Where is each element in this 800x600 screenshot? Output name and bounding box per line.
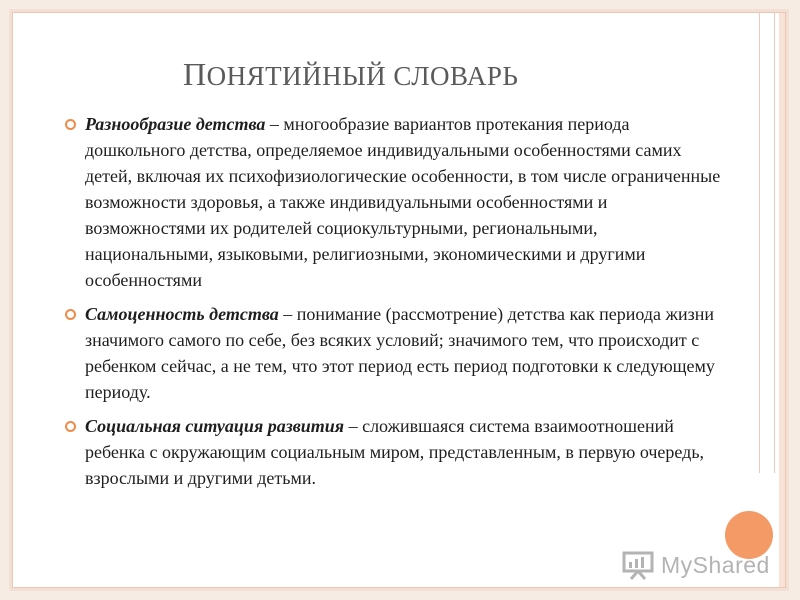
definition-term: Социальная ситуация развития [85,416,345,436]
definition-list [61,111,721,499]
list-item [61,111,721,293]
watermark-text: MyShared [661,551,770,578]
presentation-board-icon [621,550,655,580]
slide [12,12,786,588]
definition-text [85,111,721,293]
title-first-letter: П [183,56,207,92]
definition-body: – сложившаяся система взаимоотношений ребенка с окружающим социальным миром, представленным, в первую очередь, взрослыми и другими детьми. [85,416,705,488]
list-item [61,413,721,491]
decorative-vertical-lines [759,13,775,473]
list-item [61,301,721,405]
definition-body: – многообразие вариантов протекания периода дошкольного детства, определяемое индивидуальными особенностями самих детей, включая их психофизиологические особенности, в том числе ограниченные возможности здоровья, а также индивидуальными особенностями и возможностями их родителей социокультурными, региональными, национальными, языковыми, религиозными, экономическими и другими особенностями [85,114,721,290]
definition-text [85,301,721,405]
title-rest: ОНЯТИЙНЫЙ СЛОВАРЬ [206,61,519,91]
watermark-logo [621,547,770,583]
decorative-right-strip [779,13,785,587]
definition-text [85,413,721,491]
bullet-icon [65,421,76,432]
definition-term: Самоценность детства [85,304,279,324]
definition-term: Разнообразие детства [85,114,266,134]
definition-body: – понимание (рассмотрение) детства как периода жизни значимого самого по себе, без всяких условий; значимого тем, что происходит с ребенком сейчас, а не тем, что этот период есть период подготовки к следующему периоду. [85,304,715,402]
slide-title [183,56,518,93]
bullet-icon [65,309,76,320]
bullet-icon [65,119,76,130]
